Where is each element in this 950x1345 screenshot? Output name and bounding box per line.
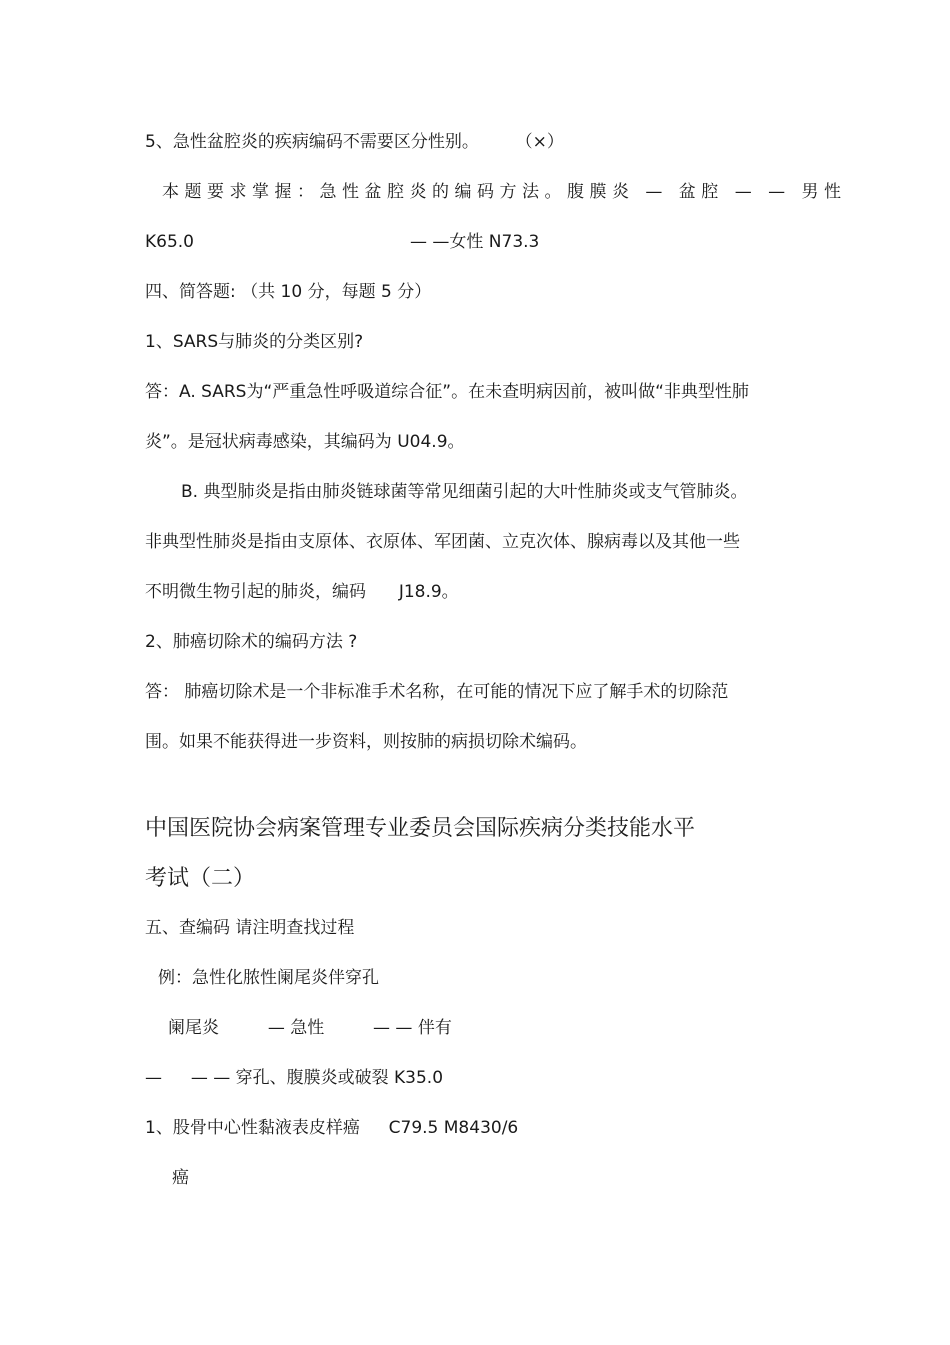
example-step-1 [168, 1017, 452, 1039]
answer-1-line-1: 答：A. SARS为“严重急性呼吸道综合征”。在未查明病因前，被叫做“非典型性肺 [145, 382, 749, 402]
answer-2-line-2: 围。如果不能获得进一步资料，则按肺的病损切除术编码。 [145, 732, 587, 752]
section-5-item-1-text: 1、股骨中心性黏液表皮样癌 [145, 1118, 360, 1138]
question-1: 1、SARS与肺炎的分类区别? [145, 332, 364, 352]
example-step-1-modifier: — 急性 [267, 1018, 325, 1038]
section-5-item-1 [145, 1117, 518, 1139]
section-5-item-1-code: C79.5 M8430/6 [388, 1118, 519, 1138]
question-2: 2、肺癌切除术的编码方法 ? [145, 632, 358, 652]
example-step-2-text: — — 穿孔、腹膜炎或破裂 K35.0 [190, 1068, 444, 1088]
answer-1-line-5-code: J18.9。 [398, 582, 459, 602]
example-step-1-term: 阑尾炎 [168, 1018, 219, 1038]
exam-title-line-2: 考试（二） [145, 866, 256, 891]
answer-1-line-5-text: 不明微生物引起的肺炎，编码 [145, 582, 366, 602]
example-step-2-dash: — [145, 1068, 162, 1088]
question-5-code-male: K65.0 [145, 232, 194, 252]
question-5-answer-mark: （×） [515, 132, 564, 152]
answer-1-line-3: B. 典型肺炎是指由肺炎链球菌等常见细菌引起的大叶性肺炎或支气管肺炎。 [181, 482, 748, 502]
answer-1-line-2: 炎”。是冠状病毒感染，其编码为 U04.9。 [145, 432, 465, 452]
section-4-heading: 四、简答题: （共 10 分，每题 5 分） [145, 282, 432, 302]
section-5-heading: 五、查编码 请注明查找过程 [145, 918, 355, 938]
question-5-text: 5、急性盆腔炎的疾病编码不需要区分性别。 [145, 132, 479, 152]
example-step-1-submodifier: — — 伴有 [373, 1018, 452, 1038]
question-5 [145, 131, 564, 153]
section-5-item-1-step: 癌 [172, 1168, 189, 1188]
question-5-note: 本题要求掌握：急性盆腔炎的编码方法。腹膜炎 — 盆腔 — — 男性 [162, 182, 847, 202]
section-5-example: 例：急性化脓性阑尾炎伴穿孔 [158, 968, 379, 988]
answer-1-line-4: 非典型性肺炎是指由支原体、衣原体、军团菌、立克次体、腺病毒以及其他一些 [145, 532, 740, 552]
answer-2-line-1: 答： 肺癌切除术是一个非标准手术名称，在可能的情况下应了解手术的切除范 [145, 682, 729, 702]
answer-1-line-5 [145, 581, 459, 603]
question-5-code-female: — —女性 N73.3 [410, 232, 540, 252]
example-step-2 [145, 1067, 443, 1089]
exam-title-line-1: 中国医院协会病案管理专业委员会国际疾病分类技能水平 [145, 816, 696, 841]
